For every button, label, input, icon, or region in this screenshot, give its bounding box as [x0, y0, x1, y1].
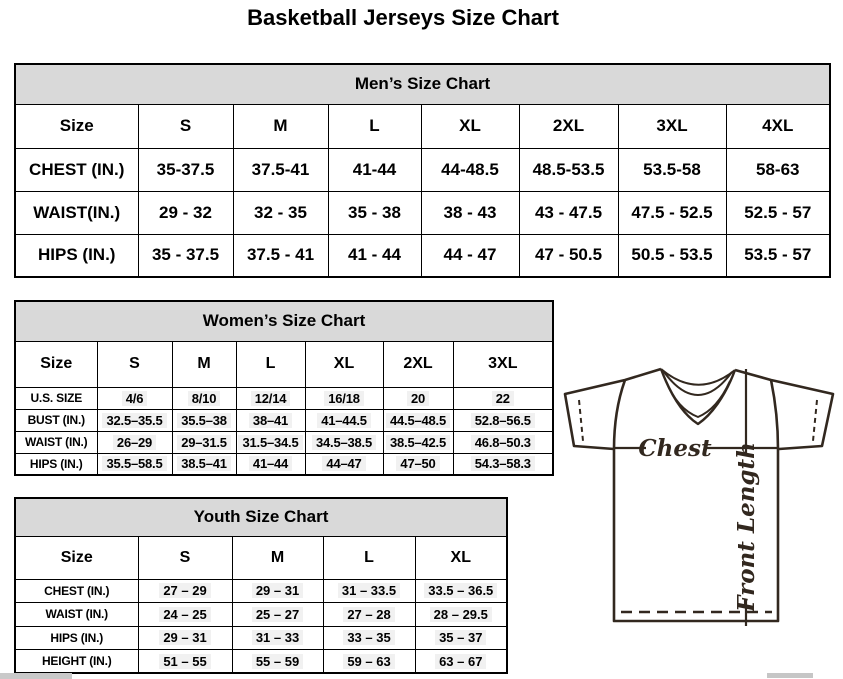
- horizontal-scrollbar-fragment-left[interactable]: [0, 673, 72, 679]
- size-value: 41–44.5: [317, 413, 371, 428]
- size-value-cell: [383, 387, 453, 409]
- column-header-xl: XL: [421, 104, 519, 148]
- row-label: HIPS (IN.): [15, 234, 138, 277]
- horizontal-scrollbar-fragment-right[interactable]: [767, 673, 813, 678]
- size-value-cell: [236, 453, 305, 475]
- youth-chest-row: [15, 579, 507, 603]
- size-value-cell: [138, 579, 232, 603]
- size-value-cell: [236, 387, 305, 409]
- size-value-cell: [232, 603, 323, 627]
- row-label: WAIST (IN.): [15, 431, 97, 453]
- row-label: HIPS (IN.): [15, 626, 138, 650]
- size-column-header: Size: [15, 104, 138, 148]
- size-value-cell: 41-44: [328, 148, 421, 191]
- size-value: 22: [492, 391, 514, 406]
- column-header-l: L: [323, 536, 415, 579]
- size-value: 33 – 35: [343, 630, 394, 645]
- youth-height-row: [15, 650, 507, 674]
- mens-waist-row: [15, 191, 830, 234]
- size-value: 8/10: [188, 391, 221, 406]
- size-value-cell: 43 - 47.5: [519, 191, 618, 234]
- column-header-s: S: [97, 341, 172, 387]
- jersey-measurement-diagram: [558, 360, 840, 632]
- size-value-cell: [232, 579, 323, 603]
- column-header-m: M: [233, 104, 328, 148]
- size-value-cell: [305, 387, 383, 409]
- size-value: 38.5–41: [177, 456, 231, 471]
- size-value-cell: [383, 453, 453, 475]
- size-value-cell: [236, 431, 305, 453]
- column-header-xl: XL: [415, 536, 507, 579]
- size-value-cell: [323, 650, 415, 674]
- size-value-cell: 29 - 32: [138, 191, 233, 234]
- size-value-cell: 37.5 - 41: [233, 234, 328, 277]
- size-value: 47–50: [396, 456, 439, 471]
- size-value: 54.3–58.3: [471, 456, 535, 471]
- size-value-cell: [138, 626, 232, 650]
- size-value: 20: [407, 391, 429, 406]
- size-value: 38.5–42.5: [386, 435, 450, 450]
- size-value: 24 – 25: [159, 607, 210, 622]
- size-value: 31 – 33: [252, 630, 303, 645]
- size-value-cell: [305, 409, 383, 431]
- size-value-cell: [138, 650, 232, 674]
- size-value-cell: [453, 387, 553, 409]
- size-value-cell: [97, 431, 172, 453]
- womens-hips-row: [15, 453, 553, 475]
- size-value: 31 – 33.5: [338, 583, 400, 598]
- size-value-cell: [415, 626, 507, 650]
- front-length-label: Front Length: [733, 442, 760, 612]
- size-value: 55 – 59: [252, 654, 303, 669]
- row-label: HIPS (IN.): [15, 453, 97, 475]
- womens-waist-row: [15, 431, 553, 453]
- column-header-3xl: 3XL: [618, 104, 726, 148]
- column-header-l: L: [328, 104, 421, 148]
- size-value: 46.8–50.3: [471, 435, 535, 450]
- mens-chest-row: [15, 148, 830, 191]
- column-header-l: L: [236, 341, 305, 387]
- size-value-cell: [97, 387, 172, 409]
- size-value: 29 – 31: [159, 630, 210, 645]
- size-value: 16/18: [324, 391, 364, 406]
- size-value-cell: 35-37.5: [138, 148, 233, 191]
- right-cuff-dashed-line: [813, 400, 817, 441]
- size-value-cell: [383, 409, 453, 431]
- column-header-2xl: 2XL: [519, 104, 618, 148]
- size-value-cell: [415, 603, 507, 627]
- womens-table-title: Women’s Size Chart: [15, 301, 553, 341]
- row-label: BUST (IN.): [15, 409, 97, 431]
- size-value-cell: [138, 603, 232, 627]
- column-header-m: M: [232, 536, 323, 579]
- womens-header-row: [15, 341, 553, 387]
- size-value: 27 – 29: [159, 583, 210, 598]
- row-label: CHEST (IN.): [15, 579, 138, 603]
- size-value: 52.8–56.5: [471, 413, 535, 428]
- size-value-cell: [172, 387, 236, 409]
- youth-table-title: Youth Size Chart: [15, 498, 507, 536]
- womens-table-title-row: [15, 301, 553, 341]
- size-value: 26–29: [113, 435, 156, 450]
- size-value-cell: 32 - 35: [233, 191, 328, 234]
- size-value-cell: [305, 431, 383, 453]
- size-value: 63 – 67: [435, 654, 486, 669]
- youth-size-table: [14, 497, 508, 674]
- column-header-2xl: 2XL: [383, 341, 453, 387]
- size-value-cell: 37.5-41: [233, 148, 328, 191]
- size-value-cell: [97, 453, 172, 475]
- youth-table-title-row: [15, 498, 507, 536]
- size-value-cell: [232, 650, 323, 674]
- size-value-cell: 47.5 - 52.5: [618, 191, 726, 234]
- size-value-cell: [232, 626, 323, 650]
- size-value: 38–41: [249, 413, 292, 428]
- size-value: 41–44: [249, 456, 292, 471]
- size-value: 25 – 27: [252, 607, 303, 622]
- page-title: Basketball Jerseys Size Chart: [247, 5, 559, 30]
- row-label: CHEST (IN.): [15, 148, 138, 191]
- jersey-collar-rib-arc: [664, 372, 732, 395]
- size-value: 33.5 – 36.5: [424, 583, 497, 598]
- size-value-cell: 48.5-53.5: [519, 148, 618, 191]
- size-value: 51 – 55: [159, 654, 210, 669]
- size-value: 44.5–48.5: [386, 413, 450, 428]
- column-header-4xl: 4XL: [726, 104, 830, 148]
- size-value: 34.5–38.5: [312, 435, 376, 450]
- size-value-cell: [323, 603, 415, 627]
- size-value: 29 – 31: [252, 583, 303, 598]
- left-cuff-dashed-line: [579, 400, 583, 441]
- column-header-s: S: [138, 536, 232, 579]
- size-value: 4/6: [122, 391, 147, 406]
- size-value-cell: 50.5 - 53.5: [618, 234, 726, 277]
- size-value-cell: 44-48.5: [421, 148, 519, 191]
- column-header-s: S: [138, 104, 233, 148]
- row-label: WAIST(IN.): [15, 191, 138, 234]
- size-column-header: Size: [15, 536, 138, 579]
- row-label: HEIGHT (IN.): [15, 650, 138, 674]
- chest-label: Chest: [638, 435, 712, 462]
- size-value: 27 – 28: [343, 607, 394, 622]
- mens-table-title: Men’s Size Chart: [15, 64, 830, 104]
- size-value-cell: [453, 453, 553, 475]
- size-value: 35 – 37: [435, 630, 486, 645]
- size-value: 35.5–58.5: [102, 456, 166, 471]
- size-value: 28 – 29.5: [430, 607, 492, 622]
- size-value: 31.5–34.5: [238, 435, 302, 450]
- size-value-cell: 53.5-58: [618, 148, 726, 191]
- womens-bust-row: [15, 409, 553, 431]
- mens-table-title-row: [15, 64, 830, 104]
- size-value: 29–31.5: [177, 435, 231, 450]
- size-value-cell: [453, 431, 553, 453]
- size-value-cell: [236, 409, 305, 431]
- column-header-3xl: 3XL: [453, 341, 553, 387]
- row-label: U.S. SIZE: [15, 387, 97, 409]
- size-value: 44–47: [322, 456, 365, 471]
- size-value-cell: [415, 579, 507, 603]
- size-value-cell: 35 - 37.5: [138, 234, 233, 277]
- row-label: WAIST (IN.): [15, 603, 138, 627]
- size-value-cell: [172, 409, 236, 431]
- size-value: 59 – 63: [343, 654, 394, 669]
- size-value-cell: [323, 626, 415, 650]
- womens-us-size-row: [15, 387, 553, 409]
- youth-header-row: [15, 536, 507, 579]
- size-value-cell: 35 - 38: [328, 191, 421, 234]
- size-value-cell: [453, 409, 553, 431]
- size-value-cell: 53.5 - 57: [726, 234, 830, 277]
- youth-hips-row: [15, 626, 507, 650]
- column-header-m: M: [172, 341, 236, 387]
- womens-size-table: [14, 300, 554, 476]
- size-value-cell: [172, 431, 236, 453]
- column-header-xl: XL: [305, 341, 383, 387]
- size-value-cell: 52.5 - 57: [726, 191, 830, 234]
- size-value: 32.5–35.5: [102, 413, 166, 428]
- size-value: 12/14: [251, 391, 291, 406]
- size-value-cell: [383, 431, 453, 453]
- size-value-cell: 58-63: [726, 148, 830, 191]
- mens-header-row: [15, 104, 830, 148]
- size-column-header: Size: [15, 341, 97, 387]
- size-value-cell: [172, 453, 236, 475]
- size-value-cell: 47 - 50.5: [519, 234, 618, 277]
- jersey-collar-inner-v: [666, 381, 730, 417]
- mens-hips-row: [15, 234, 830, 277]
- size-value: 35.5–38: [177, 413, 231, 428]
- size-value-cell: [97, 409, 172, 431]
- youth-waist-row: [15, 603, 507, 627]
- size-value-cell: 38 - 43: [421, 191, 519, 234]
- size-value-cell: [323, 579, 415, 603]
- mens-size-table: [14, 63, 831, 278]
- size-value-cell: 41 - 44: [328, 234, 421, 277]
- size-value-cell: [305, 453, 383, 475]
- size-value-cell: 44 - 47: [421, 234, 519, 277]
- jersey-right-sleeve: [735, 370, 833, 449]
- size-value-cell: [415, 650, 507, 674]
